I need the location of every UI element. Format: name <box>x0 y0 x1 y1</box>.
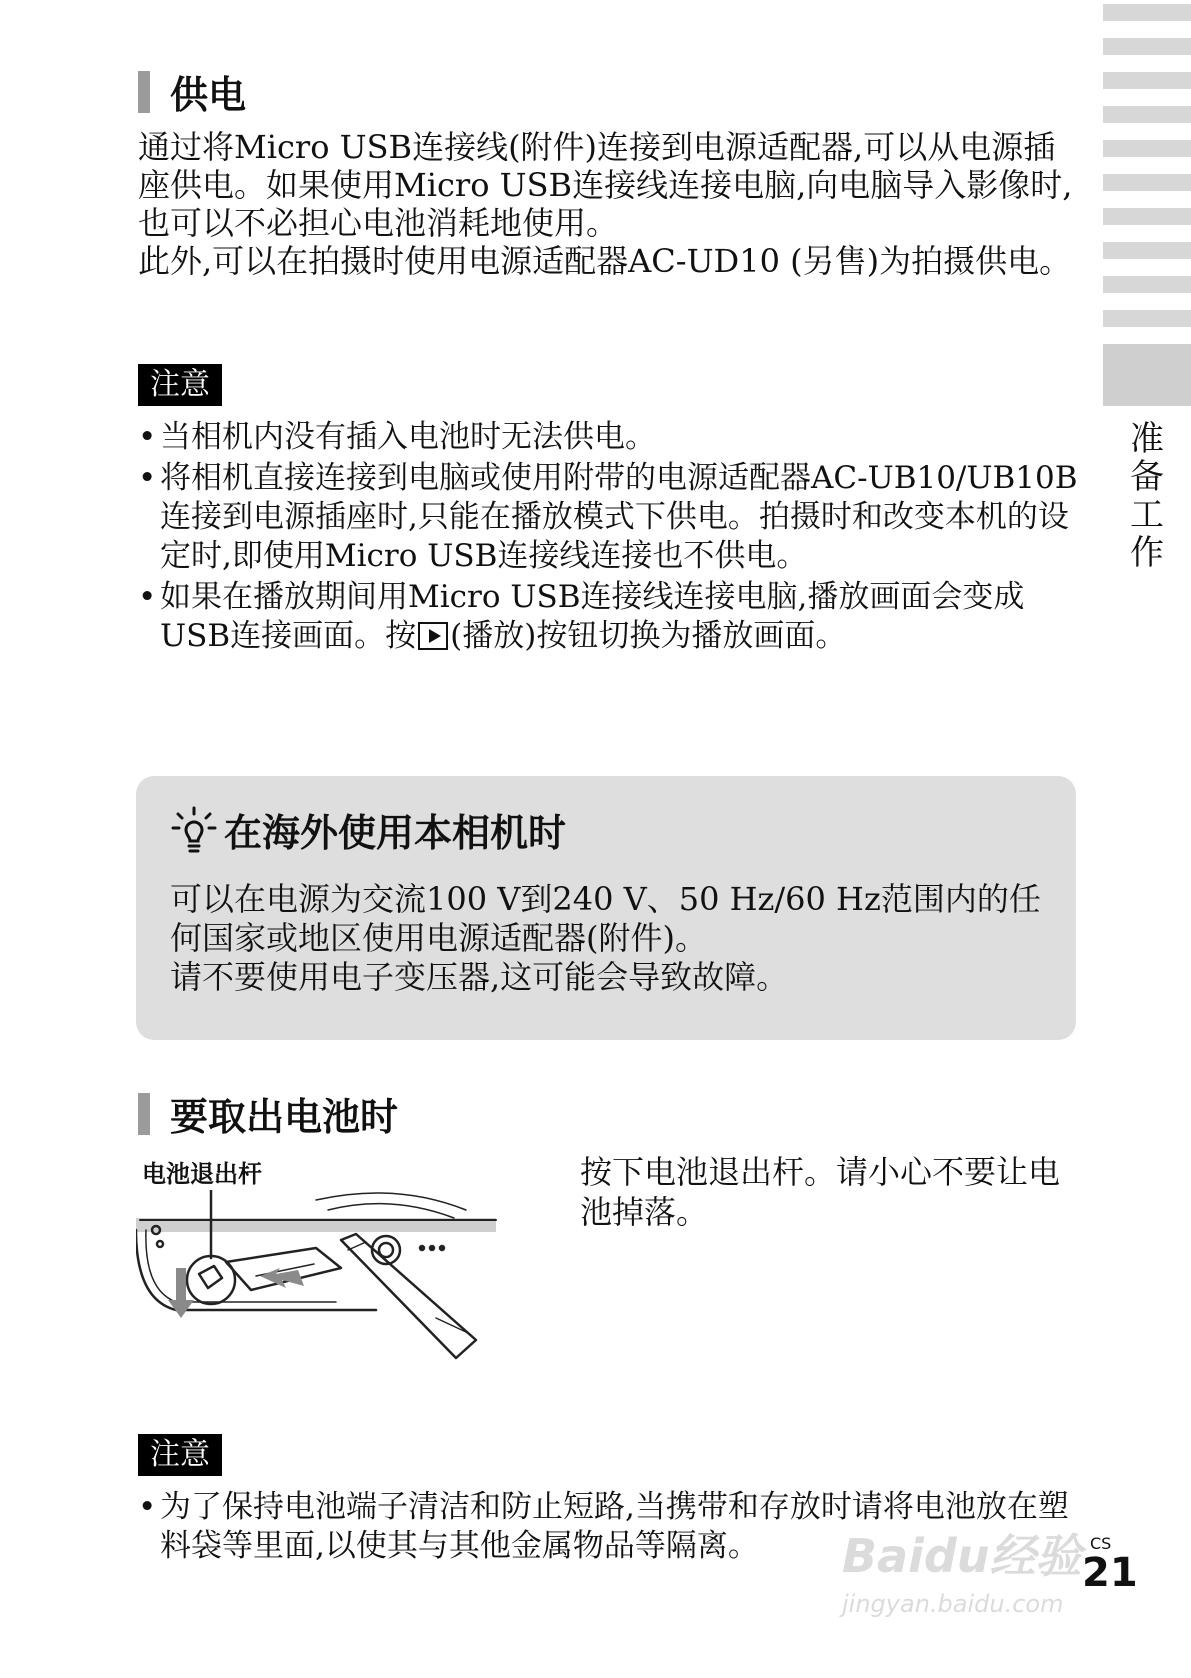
list-item: • 当相机内没有插入电池时无法供电。 <box>138 418 1088 457</box>
tip-title: 在海外使用本相机时 <box>170 802 566 857</box>
play-button-icon <box>418 622 448 650</box>
index-tab <box>1103 140 1191 157</box>
index-tab <box>1103 72 1191 89</box>
page-number: 21 <box>1082 1550 1138 1596</box>
language-code: CS <box>1090 1534 1112 1553</box>
list-item: • 为了保持电池端子清洁和防止短路,当携带和存放时请将电池放在塑料袋等里面,以使其与其他金属物品等隔离。 <box>138 1488 1088 1566</box>
list-item: • 如果在播放期间用Micro USB连接线连接电脑,播放画面会变成USB连接画面。按 (播放)按钮切换为播放画面。 <box>138 578 1088 656</box>
index-tab <box>1103 4 1191 21</box>
section-heading-battery: 要取出电池时 <box>138 1086 398 1141</box>
diagram-label: 电池退出杆 <box>142 1160 262 1188</box>
battery-removal-illustration <box>136 1190 506 1400</box>
index-tab <box>1103 174 1191 191</box>
index-tab <box>1103 208 1191 225</box>
battery-instruction: 按下电池退出杆。请小心不要让电池掉落。 <box>580 1153 1061 1231</box>
index-tab <box>1103 310 1191 327</box>
side-index-label: 准 备 工 作 <box>1130 419 1164 573</box>
index-tab <box>1103 276 1191 293</box>
note-list <box>138 418 1088 658</box>
index-tab <box>1103 106 1191 123</box>
index-tab-active <box>1103 344 1191 406</box>
section-heading-power: 供电 <box>138 64 246 119</box>
power-description: 通过将Micro USB连接线(附件)连接到电源适配器,可以从电源插座供电。如果使用Micro USB连接线连接电脑,向电脑导入影像时,也可以不必担心电池消耗地使用。 此外,可以在拍摄时使用电源适配器AC-UD10 (另售)为拍摄供电。 <box>138 128 1073 280</box>
index-tab <box>1103 38 1191 55</box>
heading-bar <box>138 71 150 113</box>
baidu-watermark: Baidu经验 jingyan.baidu.com <box>842 1529 1082 1618</box>
note-badge: 注意 <box>138 364 222 406</box>
note-badge: 注意 <box>138 1434 222 1476</box>
tip-box <box>136 776 1076 1040</box>
lightbulb-icon <box>170 806 218 854</box>
index-tab <box>1103 242 1191 259</box>
heading-bar <box>138 1093 150 1135</box>
list-item: • 将相机直接连接到电脑或使用附带的电源适配器AC-UB10/UB10B连接到电源插座时,只能在播放模式下供电。拍摄时和改变本机的设定时,即使用Micro USB连接线连接也不供电。 <box>138 459 1088 576</box>
tip-body: 可以在电源为交流100 V到240 V、50 Hz/60 Hz范围内的任何国家或地区使用电源适配器(附件)。 请不要使用电子变压器,这可能会导致故障。 <box>170 880 1041 996</box>
